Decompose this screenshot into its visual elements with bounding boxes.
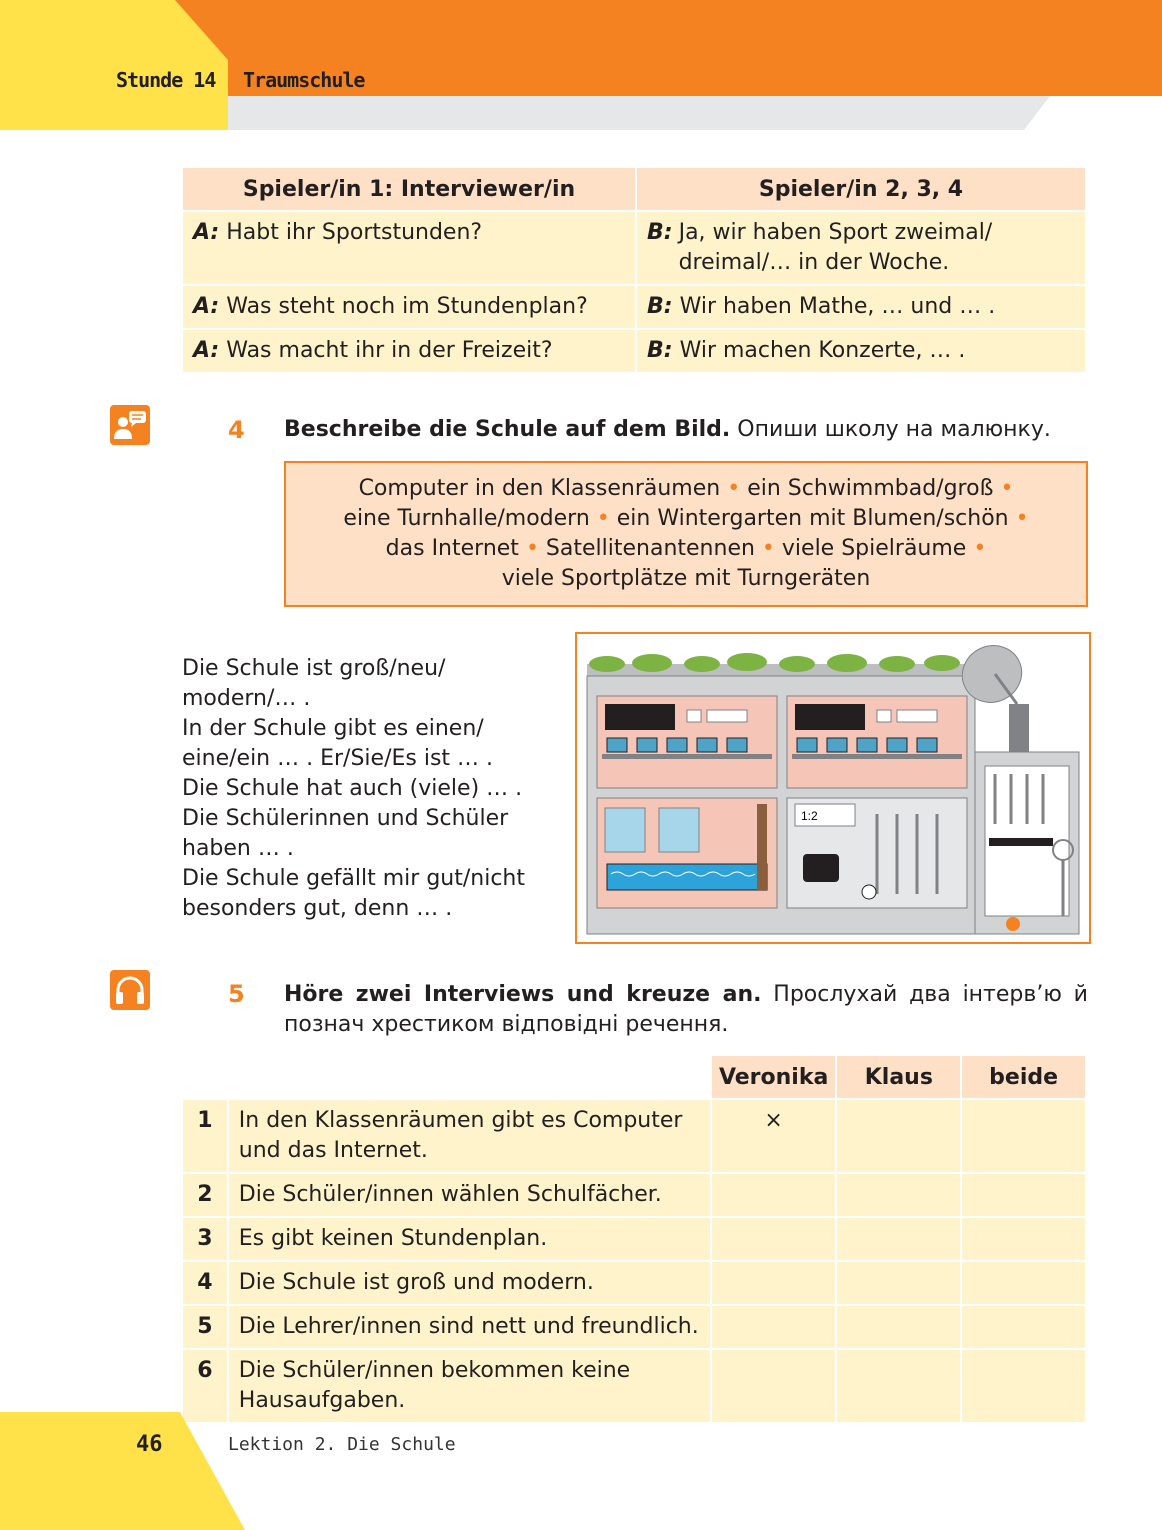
row-statement: In den Klassenräumen gibt es Computer und das Internet. (228, 1099, 711, 1173)
table-row (182, 1217, 1086, 1261)
row-number: 1 (182, 1099, 228, 1173)
speaker-a-label: A: (193, 294, 220, 319)
column-klaus: Klaus (836, 1055, 961, 1099)
speaker-a-label: A: (193, 220, 220, 245)
dialog-row (182, 211, 1086, 285)
check-cell-klaus[interactable] (836, 1217, 961, 1261)
check-cell-veronika[interactable] (711, 1173, 837, 1217)
row-statement: Es gibt keinen Stundenplan. (228, 1217, 711, 1261)
word-item: das Internet (385, 536, 519, 561)
dialog-header-1: Spieler/in 1: Interviewer/in (182, 167, 636, 211)
check-cell-klaus[interactable] (836, 1173, 961, 1217)
check-cell-veronika[interactable] (711, 1305, 837, 1349)
table-row (182, 1099, 1086, 1173)
lesson-topic: Traumschule (243, 68, 365, 92)
model-paragraph (182, 654, 562, 924)
word-item: Satellitenantennen (545, 536, 755, 561)
paragraph-line: Die Schülerinnen und Schüler (182, 806, 509, 831)
speaker-b-text: Ja, wir haben Sport zweimal/ dreimal/… in der Woche. (678, 220, 993, 275)
task-4-title (284, 415, 1088, 445)
speaker-b-label: B: (647, 220, 673, 245)
task-5-title-uk: Прослухай два інтерв’ю й познач хрестиком відповідні речення. (284, 982, 1088, 1037)
check-cell-klaus[interactable] (836, 1349, 961, 1423)
check-cell-beide[interactable] (961, 1261, 1086, 1305)
check-cell-veronika[interactable]: × (711, 1099, 837, 1173)
speaker-b-label: B: (647, 294, 673, 319)
bullet-icon: • (596, 506, 610, 531)
table-row (182, 1173, 1086, 1217)
paragraph-line: Die Schule hat auch (viele) … . (182, 776, 523, 801)
speaker-a-text: Habt ihr Sportstunden? (219, 220, 483, 245)
word-item: Computer in den Klassenräumen (358, 476, 721, 501)
paragraph-line: besonders gut, denn … . (182, 896, 453, 921)
paragraph-line: Die Schule gefällt mir gut/nicht (182, 866, 525, 891)
row-statement: Die Schüler/innen wählen Schulfächer. (228, 1173, 711, 1217)
column-veronika: Veronika (711, 1055, 837, 1099)
speaker-a-text: Was macht ihr in der Freizeit? (219, 338, 553, 363)
column-beide: beide (961, 1055, 1086, 1099)
check-cell-beide[interactable] (961, 1099, 1086, 1173)
row-statement: Die Schüler/innen bekommen keine Hausaufgaben. (228, 1349, 711, 1423)
task-4-title-de: Beschreibe die Schule auf dem Bild. (284, 417, 731, 442)
row-number: 2 (182, 1173, 228, 1217)
check-cell-beide[interactable] (961, 1349, 1086, 1423)
bullet-icon: • (525, 536, 539, 561)
dialog-header-2: Spieler/in 2, 3, 4 (636, 167, 1086, 211)
task-4-number: 4 (228, 416, 245, 444)
bullet-icon: • (973, 536, 987, 561)
table-row (182, 1349, 1086, 1423)
speaking-icon (110, 405, 150, 445)
bullet-icon: • (1000, 476, 1014, 501)
footer-lesson-title: Lektion 2. Die Schule (228, 1434, 456, 1455)
dialog-row (182, 329, 1086, 373)
page-number: 46 (136, 1432, 163, 1457)
footer-tab (0, 1412, 245, 1530)
headphones-icon (110, 970, 150, 1010)
bullet-icon: • (727, 476, 741, 501)
check-cell-beide[interactable] (961, 1305, 1086, 1349)
dialog-table (181, 166, 1087, 374)
listening-table (181, 1054, 1087, 1424)
row-statement: Die Lehrer/innen sind nett und freundlich. (228, 1305, 711, 1349)
row-number: 3 (182, 1217, 228, 1261)
paragraph-line: haben … . (182, 836, 294, 861)
score-board-text: 1:2 (801, 809, 818, 823)
word-box (284, 461, 1088, 607)
row-number: 4 (182, 1261, 228, 1305)
row-statement: Die Schule ist groß und modern. (228, 1261, 711, 1305)
bullet-icon: • (1015, 506, 1029, 531)
word-item: ein Schwimmbad/groß (747, 476, 994, 501)
check-cell-veronika[interactable] (711, 1217, 837, 1261)
speaker-a-text: Was steht noch im Stundenplan? (219, 294, 588, 319)
paragraph-line: In der Schule gibt es einen/ (182, 716, 484, 741)
check-cell-klaus[interactable] (836, 1261, 961, 1305)
speaker-b-text: Wir haben Mathe, … und … . (672, 294, 996, 319)
task-5-title-de: Höre zwei Interviews und kreuze an. (284, 982, 762, 1007)
dialog-row (182, 285, 1086, 329)
check-cell-klaus[interactable] (836, 1305, 961, 1349)
task-5-number: 5 (228, 980, 245, 1008)
check-cell-beide[interactable] (961, 1217, 1086, 1261)
paragraph-line: eine/ein … . Er/Sie/Es ist … . (182, 746, 494, 771)
lesson-number: Stunde 14 (116, 68, 216, 92)
task-5-title (284, 980, 1088, 1040)
speaker-b-label: B: (647, 338, 673, 363)
bullet-icon: • (761, 536, 775, 561)
row-number: 6 (182, 1349, 228, 1423)
speaker-b-text: Wir machen Konzerte, … . (672, 338, 966, 363)
check-cell-beide[interactable] (961, 1173, 1086, 1217)
check-cell-veronika[interactable] (711, 1349, 837, 1423)
table-row (182, 1305, 1086, 1349)
header-gray-stripe (228, 96, 1050, 130)
check-cell-veronika[interactable] (711, 1261, 837, 1305)
blank-header (182, 1055, 711, 1099)
school-illustration (575, 632, 1091, 944)
speaker-a-label: A: (193, 338, 220, 363)
word-item: viele Spielräume (781, 536, 967, 561)
table-row (182, 1261, 1086, 1305)
paragraph-line: modern/… . (182, 686, 311, 711)
paragraph-line: Die Schule ist groß/neu/ (182, 656, 446, 681)
word-item: ein Wintergarten mit Blumen/schön (616, 506, 1009, 531)
check-cell-klaus[interactable] (836, 1099, 961, 1173)
row-number: 5 (182, 1305, 228, 1349)
word-item: viele Sportplätze mit Turngeräten (501, 566, 871, 591)
word-item: eine Turnhalle/modern (343, 506, 590, 531)
task-4-title-uk: Опиши школу на малюнку. (730, 417, 1051, 442)
